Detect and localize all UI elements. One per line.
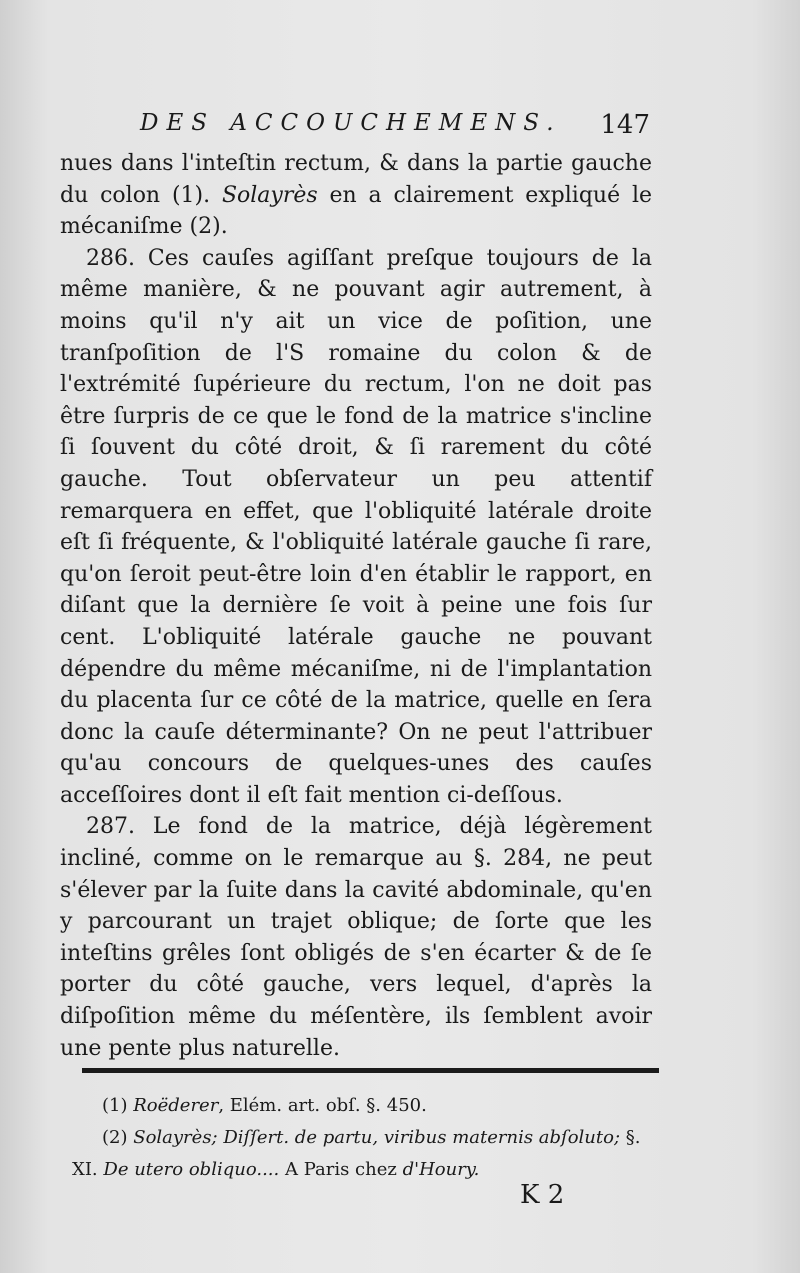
- body-text: [60, 148, 652, 1064]
- footnotes: [72, 1090, 662, 1186]
- page-number: 147: [600, 110, 650, 140]
- author-name-solayres: Solayrès: [221, 182, 318, 208]
- footnote-2-author: Solayrès;: [133, 1127, 218, 1148]
- paragraph-continuation-start: nues dans l'inteſtin rectum, & dans la partie gauche du colon (1).: [60, 151, 652, 208]
- footnote-2-publisher-pre: A Paris chez: [284, 1159, 397, 1180]
- paragraph-continuation: [60, 148, 652, 243]
- running-head: [130, 110, 660, 150]
- footnote-1-author: Roëderer: [133, 1095, 219, 1116]
- footnote-2: [72, 1122, 662, 1186]
- footnote-1-marker: (1): [102, 1095, 128, 1116]
- footnote-2-marker: (2): [102, 1127, 128, 1148]
- footnote-divider: [82, 1068, 659, 1073]
- footnote-2-publisher: d'Houry.: [402, 1159, 480, 1180]
- paragraph-continuation-end: en a clairement expliqué le mécaniſme (2).: [60, 182, 652, 240]
- footnote-2-section: §. XI.: [72, 1127, 641, 1180]
- footnote-2-subtitle: De utero obliquo....: [103, 1159, 280, 1180]
- paragraph-286: 286. Ces cauſes agiſſant preſque toujours de la même manière, & ne pouvant agir autrement, à moins qu'il n'y ait un vice de poſition, une tranſpoſition de l'S romaine du colon & de l'extrémité ſupérieure du rectum, l'on ne doit pas être ſurpris de ce que le fond de la matrice s'incline ſi ſouvent du côté droit, & ſi rarement du côté gauche. Tout obſervateur un peu attentif remarquera en effet, que l'obliquité latérale droite eſt ſi fréquente, & l'obliquité latérale gauche ſi rare, qu'on ſeroit peut-être loin d'en établir le rapport, en diſant que la dernière ſe voit à peine une fois ſur cent. L'obliquité latérale gauche ne pouvant dépendre du même mécaniſme, ni de l'implantation du placenta ſur ce côté de la matrice, quelle en ſera donc la cauſe déterminante? On ne peut l'attribuer qu'au concours de quelques-unes des cauſes acceſſoires dont il eſt fait mention ci-deſſous.: [60, 245, 652, 808]
- footnote-1: [72, 1090, 662, 1122]
- signature-mark: K 2: [520, 1180, 565, 1210]
- paragraph-287: 287. Le fond de la matrice, déjà légèrement incliné, comme on le remarque au §. 284, ne peut s'élever par la ſuite dans la cavité abdominale, qu'en y parcourant un trajet oblique; de ſorte que les inteſtins grêles ſont obligés de s'en écarter & de ſe porter du côté gauche, vers lequel, d'après la diſpoſition même du méſentère, ils ſemblent avoir une pente plus naturelle.: [60, 814, 652, 1061]
- footnote-2-title: Diſſert. de partu, viribus maternis abſoluto;: [223, 1127, 621, 1148]
- running-title: DES ACCOUCHEMENS.: [140, 110, 562, 136]
- footnote-1-text: , Elém. art. obſ. §. 450.: [218, 1095, 427, 1116]
